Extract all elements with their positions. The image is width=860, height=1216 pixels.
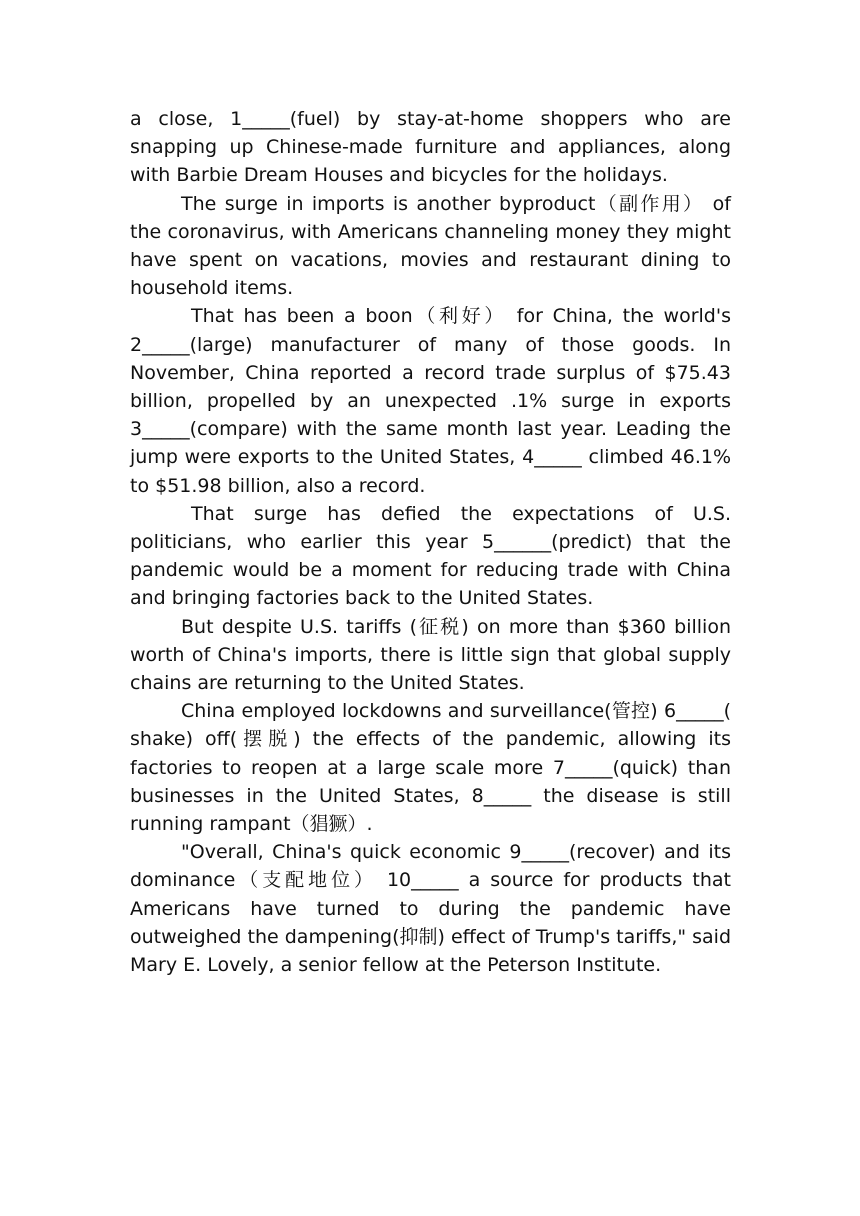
passage-text xyxy=(130,105,731,979)
paragraph-3: That has been a boon（利好） for China, the world's 2_____(large) manufacturer of many of those goods. In November, China reported a record trade surplus of $75.43 billion, propelled by an unexpected .1% surge in exports 3_____(compare) with the same month last year. Leading the jump were exports to the United States, 4_____ climbed 46.1% to $51.98 billion, also a record. xyxy=(130,305,731,497)
paragraph-7: "Overall, China's quick economic 9_____(recover) and its dominance（支配地位） 10_____ a source for products that Americans have turned to during the pandemic have outweighed the dampening(抑制) effect of Trump's tariffs," said Mary E. Lovely, a senior fellow at the Peterson Institute. xyxy=(130,841,732,977)
paragraph-1: a close, 1_____(fuel) by stay-at-home shoppers who are snapping up Chinese-made furniture and appliances, along with Barbie Dream Houses and bicycles for the holidays. xyxy=(130,108,731,187)
paragraph-2: The surge in imports is another byproduct（副作用） of the coronavirus, with Americans channeling money they might have spent on vacations, movies and restaurant dining to household items. xyxy=(130,192,731,300)
paragraph-5: But despite U.S. tariffs (征税) on more than $360 billion worth of China's imports, there is little sign that global supply chains are returning to the United States. xyxy=(130,615,731,695)
paragraph-4: That surge has defied the expectations of U.S. politicians, who earlier this year 5______(predict) that the pandemic would be a moment for reducing trade with China and bringing factories back to the United States. xyxy=(130,502,731,610)
paragraph-6: China employed lockdowns and surveillance(管控) 6_____( shake) off(摆脱) the effects of the pandemic, allowing its factories to reopen at a large scale more 7_____(quick) than businesses in the United States, 8_____ the disease is still running rampant（猖獗）. xyxy=(130,700,731,836)
